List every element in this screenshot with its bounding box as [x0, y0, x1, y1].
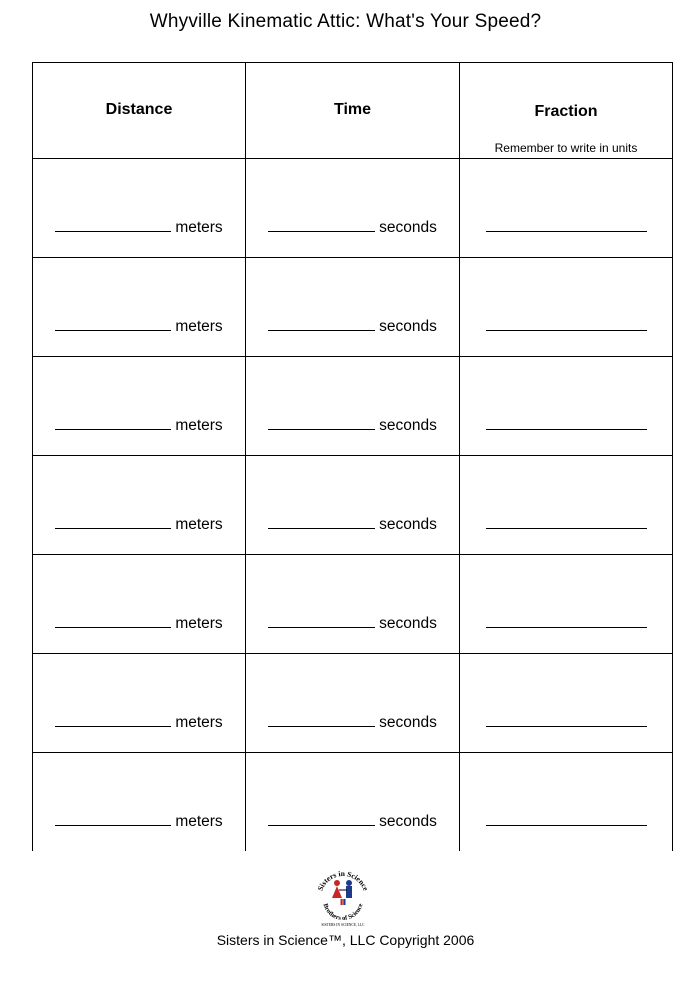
- logo-text-bottom: Brothers of Science: [321, 902, 365, 923]
- time-cell: [246, 456, 460, 555]
- fraction-cell: [460, 159, 673, 258]
- time-unit: seconds: [379, 714, 437, 731]
- speed-worksheet-table: [32, 62, 672, 852]
- table-row: [33, 159, 673, 258]
- header-distance: Distance: [105, 101, 173, 118]
- time-blank[interactable]: [268, 230, 375, 232]
- table-row: [33, 258, 673, 357]
- time-cell: [246, 159, 460, 258]
- header-distance-cell: [33, 63, 246, 159]
- distance-blank[interactable]: [55, 824, 171, 826]
- time-blank[interactable]: [268, 428, 375, 430]
- distance-blank[interactable]: [55, 725, 171, 727]
- time-blank[interactable]: [268, 824, 375, 826]
- distance-cell: [33, 159, 246, 258]
- time-unit: seconds: [379, 615, 437, 632]
- time-cell: [246, 258, 460, 357]
- fraction-cell: [460, 456, 673, 555]
- fraction-cell: [460, 258, 673, 357]
- distance-blank[interactable]: [55, 527, 171, 529]
- distance-cell: [33, 753, 246, 852]
- page-title: Whyville Kinematic Attic: What's Your Speed?: [149, 11, 542, 32]
- distance-unit: meters: [175, 714, 223, 731]
- svg-text:Brothers of Science: [321, 903, 364, 922]
- table-row: [33, 753, 673, 852]
- fraction-units-note: Remember to write in units: [494, 141, 638, 155]
- fraction-blank[interactable]: [486, 428, 647, 430]
- time-cell: [246, 654, 460, 753]
- fraction-blank[interactable]: [486, 230, 647, 232]
- time-blank[interactable]: [268, 626, 375, 628]
- distance-cell: [33, 654, 246, 753]
- sisters-in-science-logo: [313, 866, 373, 928]
- header-fraction-cell: [460, 63, 673, 159]
- distance-unit: meters: [175, 516, 223, 533]
- distance-cell: [33, 555, 246, 654]
- svg-text:Sisters in Science: [316, 869, 371, 893]
- distance-unit: meters: [175, 318, 223, 335]
- distance-blank[interactable]: [55, 329, 171, 331]
- distance-blank[interactable]: [55, 626, 171, 628]
- time-cell: [246, 555, 460, 654]
- logo-text-top: Sisters in Science: [315, 868, 371, 893]
- fraction-cell: [460, 654, 673, 753]
- distance-cell: [33, 258, 246, 357]
- time-unit: seconds: [379, 813, 437, 830]
- distance-unit: meters: [175, 615, 223, 632]
- fraction-blank[interactable]: [486, 725, 647, 727]
- distance-unit: meters: [175, 417, 223, 434]
- header-time-cell: [246, 63, 460, 159]
- copyright-footer: Sisters in Science™, LLC Copyright 2006: [216, 932, 475, 948]
- table-row: [33, 357, 673, 456]
- fraction-cell: [460, 753, 673, 852]
- header-fraction: Fraction: [534, 103, 598, 120]
- time-cell: [246, 357, 460, 456]
- time-unit: seconds: [379, 516, 437, 533]
- fraction-cell: [460, 555, 673, 654]
- distance-cell: [33, 456, 246, 555]
- fraction-blank[interactable]: [486, 329, 647, 331]
- time-unit: seconds: [379, 219, 437, 236]
- distance-blank[interactable]: [55, 230, 171, 232]
- table-row: [33, 456, 673, 555]
- time-blank[interactable]: [268, 527, 375, 529]
- time-blank[interactable]: [268, 725, 375, 727]
- distance-unit: meters: [175, 813, 223, 830]
- fraction-blank[interactable]: [486, 626, 647, 628]
- fraction-cell: [460, 357, 673, 456]
- header-row: [33, 63, 673, 159]
- time-unit: seconds: [379, 318, 437, 335]
- table-row: [33, 654, 673, 753]
- fraction-blank[interactable]: [486, 527, 647, 529]
- time-unit: seconds: [379, 417, 437, 434]
- logo-text-small: SISTERS IN SCIENCE, LLC: [321, 923, 365, 927]
- distance-cell: [33, 357, 246, 456]
- header-time: Time: [333, 101, 372, 118]
- distance-blank[interactable]: [55, 428, 171, 430]
- worksheet-grid: [32, 62, 673, 851]
- time-cell: [246, 753, 460, 852]
- logo-figures-icon: [332, 880, 352, 905]
- distance-unit: meters: [175, 219, 223, 236]
- fraction-blank[interactable]: [486, 824, 647, 826]
- time-blank[interactable]: [268, 329, 375, 331]
- table-row: [33, 555, 673, 654]
